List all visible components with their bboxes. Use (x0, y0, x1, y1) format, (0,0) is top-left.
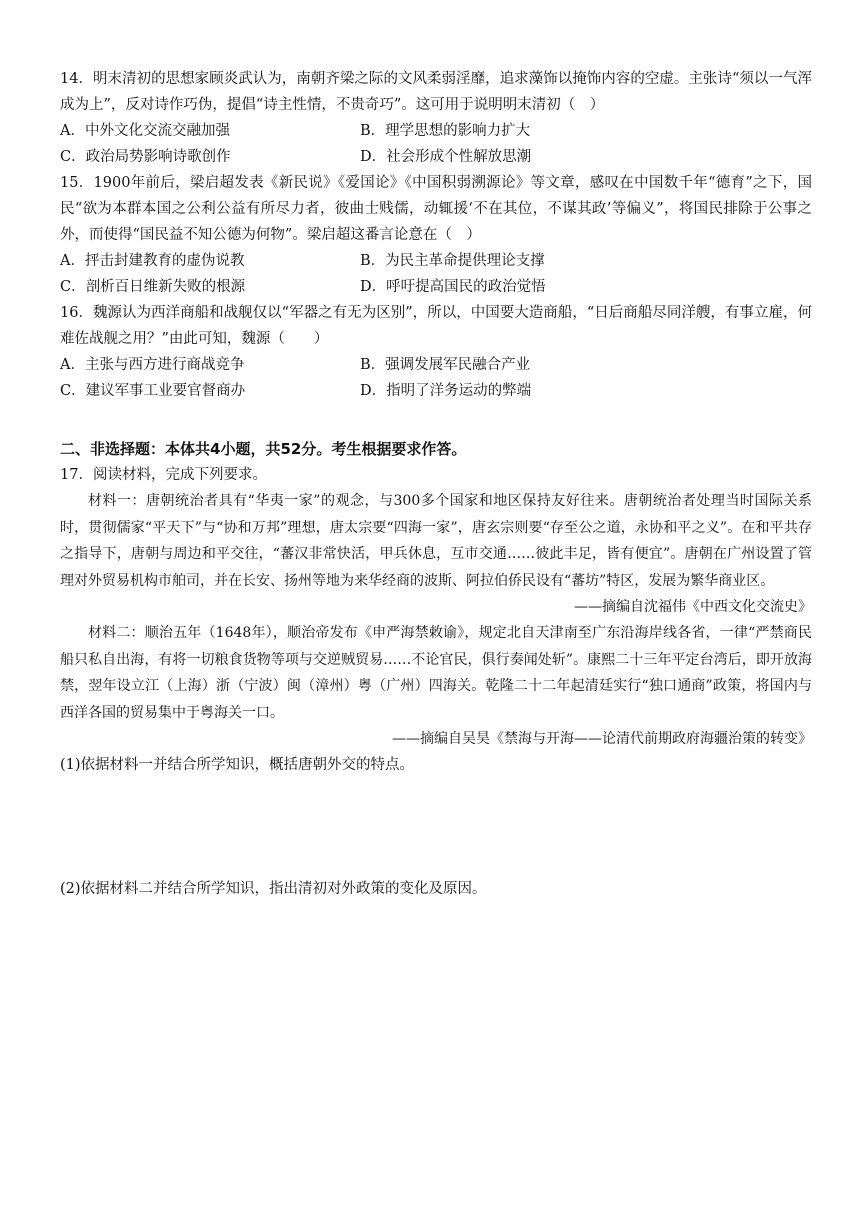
option-a: A．主张与西方进行商战竞争 (60, 357, 245, 373)
question-16-options (60, 352, 812, 404)
sub-question-1: (1)依据材料一并结合所学知识，概括唐朝外交的特点。 (60, 757, 415, 773)
question-15-stem: 15．1900年前后，梁启超发表《新民说》《爱国论》《中国积弱溯源论》等文章，感叹在中国数千年“德育”之下，国民“欲为本群本国之公利公益有所尽力者，彼曲士贱儒，动辄援‘不在其位，不谋其政’等偏义”，将国民排除于公事之外，而使得“国民益不知公德为何物”。梁启超这番言论意在（ ） (60, 175, 812, 243)
option-a: A．抨击封建教育的虚伪说教 (60, 253, 245, 269)
question-14-stem: 14．明末清初的思想家顾炎武认为，南朝齐梁之际的文风柔弱淫靡，追求藻饰以掩饰内容的空虚。主张诗“须以一气浑成为上”，反对诗作巧伪，提倡“诗主性情，不贵奇巧”。这可用于说明明末清初（ ） (60, 71, 812, 113)
option-c: C．政治局势影响诗歌创作 (60, 149, 231, 165)
material-1: 材料一：唐朝统治者具有“华夷一家”的观念，与300多个国家和地区保持友好往来。唐朝统治者处理当时国际关系时，贯彻儒家“平天下”与“协和万邦”理想，唐太宗要“四海一家”，唐玄宗则要“存至公之道，永协和平之义”。在和平共存之指导下，唐朝与周边和平交往，“蕃汉非常快活，甲兵休息，互市交通……彼此丰足，皆有便宜”。唐朝在广州设置了管理对外贸易机构市舶司，并在长安、扬州等地为来华经商的波斯、阿拉伯侨民设有“蕃坊”特区，发展为繁华商业区。 (60, 493, 812, 589)
section-2-title: 二、非选择题：本体共4小题，共52分。考生根据要求作答。 (60, 440, 467, 458)
option-c: C．剖析百日维新失败的根源 (60, 279, 246, 295)
option-b: B．理学思想的影响力扩大 (360, 123, 531, 139)
answer-space-1 (60, 778, 812, 876)
sub-question-2: (2)依据材料二并结合所学知识，指出清初对外政策的变化及原因。 (60, 881, 487, 897)
option-b: B．强调发展军民融合产业 (360, 357, 531, 373)
option-d: D．指明了洋务运动的弊端 (360, 383, 532, 399)
question-16-stem: 16．魏源认为西洋商船和战舰仅以“军器之有无为区别”，所以，中国要大造商船，“日后商船尽同洋艘，有事立雇，何难佐战舰之用？”由此可知，魏源（ ） (60, 305, 812, 347)
option-a: A．中外文化交流交融加强 (60, 123, 230, 139)
option-c: C．建议军事工业要官督商办 (60, 383, 246, 399)
option-d: D．社会形成个性解放思潮 (360, 149, 532, 165)
option-d: D．呼吁提高国民的政治觉悟 (360, 279, 546, 295)
option-b: B．为民主革命提供理论支撑 (360, 253, 545, 269)
material-2-source: ——摘编自吴昊《禁海与开海——论清代前期政府海疆治策的转变》 (392, 731, 812, 747)
material-1-source: ——摘编自沈福伟《中西文化交流史》 (574, 599, 812, 615)
material-2: 材料二：顺治五年（1648年），顺治帝发布《申严海禁敕谕》，规定北自天津南至广东沿海岸线各省，一律“严禁商民船只私自出海，有将一切粮食货物等项与交逆贼贸易……不论官民，俱行奏闻处斩”。康熙二十三年平定台湾后，即开放海禁，翌年设立江（上海）浙（宁波）闽（漳州）粤（广州）四海关。乾隆二十二年起清廷实行“独口通商”政策，将国内与西洋各国的贸易集中于粤海关一口。 (60, 625, 812, 721)
exam-page (60, 66, 812, 902)
question-14-options (60, 118, 812, 170)
question-15-options (60, 248, 812, 300)
question-17-intro: 17．阅读材料，完成下列要求。 (60, 467, 267, 483)
